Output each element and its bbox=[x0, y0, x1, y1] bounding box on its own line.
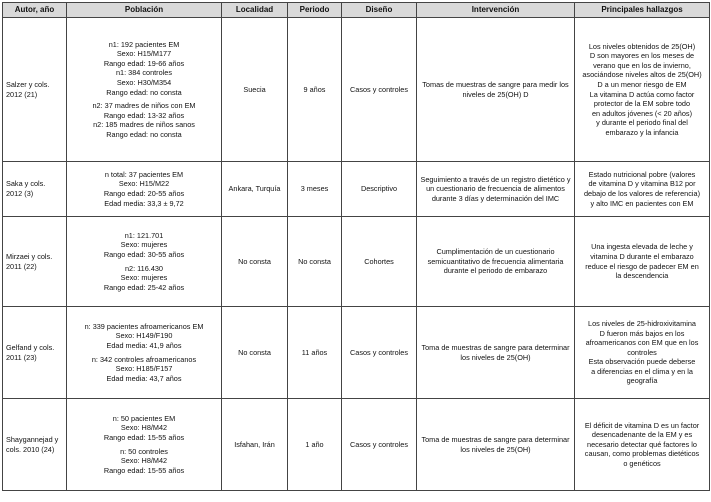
autor-cell: Mirzaei y cols. 2011 (22) bbox=[3, 217, 67, 307]
poblacion-cell: n1: 192 pacientes EM Sexo: H15/M177 Rango edad: 19-66 años n1: 384 controles Sexo: H30/M354 Rango edad: no consta n2: 37 madres de niños con EM Rango edad: 13-32 años n2: 185 madres de niños sanos Rango edad: no consta bbox=[67, 18, 222, 162]
header-diseno: Diseño bbox=[342, 3, 417, 18]
table-row bbox=[3, 162, 710, 217]
table-row bbox=[3, 307, 710, 399]
header-row bbox=[3, 3, 710, 18]
table-row bbox=[3, 217, 710, 307]
hallazgos-cell: El déficit de vitamina D es un factor desencadenante de la EM y es necesario detectar qué factores lo causan, como problemas dietéticos o genéticos bbox=[575, 399, 710, 491]
periodo-cell: 11 años bbox=[288, 307, 342, 399]
intervencion-cell: Seguimiento a través de un registro dietético y un cuestionario de frecuencia de alimentos durante 3 días y determinación del IMC bbox=[417, 162, 575, 217]
header-intervencion: Intervención bbox=[417, 3, 575, 18]
poblacion-cell: n: 339 pacientes afroamericanos EM Sexo: H149/F190 Edad media: 41,9 años n: 342 controles afroamericanos Sexo: H185/F157 Edad media: 43,7 años bbox=[67, 307, 222, 399]
studies-table bbox=[2, 2, 710, 491]
intervencion-cell: Toma de muestras de sangre para determinar los niveles de 25(OH) bbox=[417, 399, 575, 491]
diseno-cell: Casos y controles bbox=[342, 399, 417, 491]
periodo-cell: 9 años bbox=[288, 18, 342, 162]
autor-cell: Salzer y cols. 2012 (21) bbox=[3, 18, 67, 162]
header-periodo: Periodo bbox=[288, 3, 342, 18]
poblacion-cell: n: 50 pacientes EM Sexo: H8/M42 Rango edad: 15-55 años n: 50 controles Sexo: H8/M42 Rango edad: 15-55 años bbox=[67, 399, 222, 491]
intervencion-cell: Cumplimentación de un cuestionario semicuantitativo de frecuencia alimentaria durante el periodo de embarazo bbox=[417, 217, 575, 307]
localidad-cell: Isfahan, Irán bbox=[222, 399, 288, 491]
localidad-cell: No consta bbox=[222, 307, 288, 399]
table-row bbox=[3, 18, 710, 162]
localidad-cell: Suecia bbox=[222, 18, 288, 162]
table-row bbox=[3, 399, 710, 491]
localidad-cell: Ankara, Turquía bbox=[222, 162, 288, 217]
header-localidad: Localidad bbox=[222, 3, 288, 18]
diseno-cell: Cohortes bbox=[342, 217, 417, 307]
intervencion-cell: Toma de muestras de sangre para determinar los niveles de 25(OH) bbox=[417, 307, 575, 399]
periodo-cell: No consta bbox=[288, 217, 342, 307]
poblacion-cell: n1: 121.701 Sexo: mujeres Rango edad: 30-55 años n2: 116.430 Sexo: mujeres Rango edad: 25-42 años bbox=[67, 217, 222, 307]
autor-cell: Saka y cols. 2012 (3) bbox=[3, 162, 67, 217]
header-poblacion: Población bbox=[67, 3, 222, 18]
intervencion-cell: Tomas de muestras de sangre para medir los niveles de 25(OH) D bbox=[417, 18, 575, 162]
periodo-cell: 3 meses bbox=[288, 162, 342, 217]
autor-cell: Shaygannejad y cols. 2010 (24) bbox=[3, 399, 67, 491]
hallazgos-cell: Estado nutricional pobre (valores de vitamina D y vitamina B12 por debajo de los valores de referencia) y alto IMC en pacientes con EM bbox=[575, 162, 710, 217]
hallazgos-cell: Los niveles obtenidos de 25(OH) D son mayores en los meses de verano que en los de invierno, asociándose niveles altos de 25(OH) D a un menor riesgo de EM La vitamina D actúa como factor protector de la EM sobre todo en adultos jóvenes (< 20 años) y durante el periodo final del embarazo y la infancia bbox=[575, 18, 710, 162]
header-autor: Autor, año bbox=[3, 3, 67, 18]
localidad-cell: No consta bbox=[222, 217, 288, 307]
poblacion-cell: n total: 37 pacientes EM Sexo: H15/M22 Rango edad: 20-55 años Edad media: 33,3 ± 9,72 bbox=[67, 162, 222, 217]
diseno-cell: Descriptivo bbox=[342, 162, 417, 217]
header-hallazgos: Principales hallazgos bbox=[575, 3, 710, 18]
diseno-cell: Casos y controles bbox=[342, 307, 417, 399]
diseno-cell: Casos y controles bbox=[342, 18, 417, 162]
autor-cell: Gelfand y cols. 2011 (23) bbox=[3, 307, 67, 399]
hallazgos-cell: Una ingesta elevada de leche y vitamina D durante el embarazo reduce el riesgo de padecer EM en la descendencia bbox=[575, 217, 710, 307]
hallazgos-cell: Los niveles de 25-hidroxivitamina D fueron más bajos en los afroamericanos con EM que en los controles Esta observación puede deberse a diferencias en el clima y en la geografía bbox=[575, 307, 710, 399]
periodo-cell: 1 año bbox=[288, 399, 342, 491]
